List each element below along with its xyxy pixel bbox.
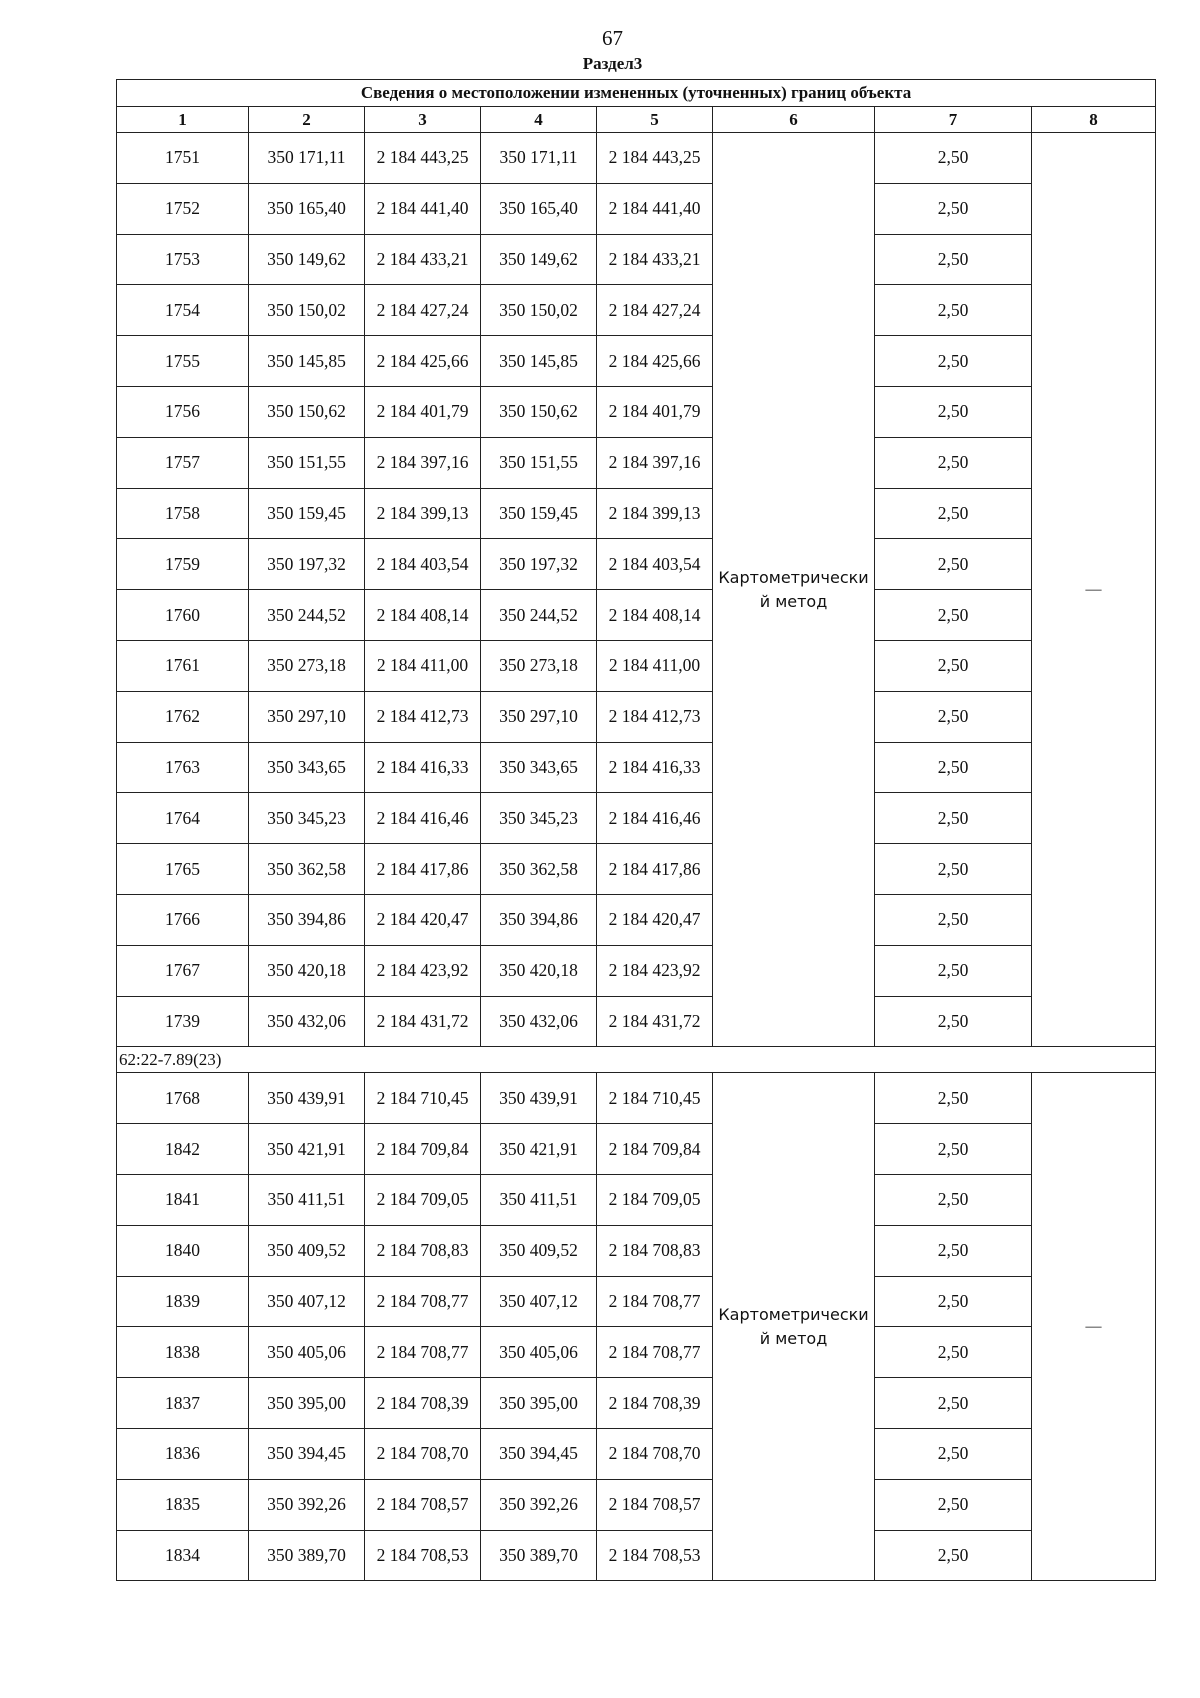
x-coordinate-new-cell: 350 343,65 (481, 742, 597, 793)
page-number: 67 (602, 26, 623, 50)
y-coordinate-new-cell: 2 184 403,54 (597, 539, 713, 590)
x-coordinate-new-cell: 350 273,18 (481, 640, 597, 691)
method-cell (713, 133, 875, 1047)
x-coordinate-new-cell: 350 345,23 (481, 793, 597, 844)
x-coordinate-cell: 350 362,58 (249, 844, 365, 895)
table-row (117, 691, 1156, 742)
y-coordinate-new-cell: 2 184 708,77 (597, 1327, 713, 1378)
precision-cell: 2,50 (875, 539, 1032, 590)
y-coordinate-new-cell: 2 184 708,70 (597, 1428, 713, 1479)
table-row (117, 133, 1156, 184)
x-coordinate-new-cell: 350 389,70 (481, 1530, 597, 1581)
point-number-cell: 1836 (117, 1428, 249, 1479)
x-coordinate-cell: 350 165,40 (249, 183, 365, 234)
precision-cell: 2,50 (875, 1378, 1032, 1429)
point-number-cell: 1761 (117, 640, 249, 691)
table-row (117, 386, 1156, 437)
y-coordinate-cell: 2 184 411,00 (365, 640, 481, 691)
point-number-cell: 1841 (117, 1174, 249, 1225)
x-coordinate-cell: 350 432,06 (249, 996, 365, 1047)
table-row (117, 1530, 1156, 1581)
x-coordinate-new-cell: 350 409,52 (481, 1225, 597, 1276)
table-row (117, 945, 1156, 996)
column-number: 3 (365, 107, 481, 133)
x-coordinate-new-cell: 350 392,26 (481, 1479, 597, 1530)
point-number-cell: 1835 (117, 1479, 249, 1530)
x-coordinate-cell: 350 343,65 (249, 742, 365, 793)
point-number-cell: 1754 (117, 285, 249, 336)
x-coordinate-new-cell: 350 362,58 (481, 844, 597, 895)
x-coordinate-new-cell: 350 150,62 (481, 386, 597, 437)
y-coordinate-cell: 2 184 416,46 (365, 793, 481, 844)
table-caption: Сведения о местоположении измененных (уточненных) границ объекта (117, 80, 1156, 107)
y-coordinate-new-cell: 2 184 412,73 (597, 691, 713, 742)
x-coordinate-cell: 350 197,32 (249, 539, 365, 590)
y-coordinate-new-cell: 2 184 401,79 (597, 386, 713, 437)
table-row (117, 590, 1156, 641)
y-coordinate-cell: 2 184 420,47 (365, 894, 481, 945)
precision-cell: 2,50 (875, 1530, 1032, 1581)
y-coordinate-cell: 2 184 708,83 (365, 1225, 481, 1276)
x-coordinate-new-cell: 350 244,52 (481, 590, 597, 641)
y-coordinate-cell: 2 184 708,57 (365, 1479, 481, 1530)
precision-cell: 2,50 (875, 793, 1032, 844)
y-coordinate-new-cell: 2 184 416,33 (597, 742, 713, 793)
point-number-cell: 1837 (117, 1378, 249, 1429)
x-coordinate-cell: 350 150,62 (249, 386, 365, 437)
column-number: 8 (1032, 107, 1156, 133)
precision-cell: 2,50 (875, 996, 1032, 1047)
x-coordinate-new-cell: 350 151,55 (481, 437, 597, 488)
y-coordinate-new-cell: 2 184 709,05 (597, 1174, 713, 1225)
point-number-cell: 1756 (117, 386, 249, 437)
x-coordinate-cell: 350 159,45 (249, 488, 365, 539)
point-number-cell: 1839 (117, 1276, 249, 1327)
x-coordinate-new-cell: 350 411,51 (481, 1174, 597, 1225)
x-coordinate-cell: 350 297,10 (249, 691, 365, 742)
column-number: 2 (249, 107, 365, 133)
table-row (117, 1327, 1156, 1378)
method-line: Картометрически (718, 567, 869, 587)
precision-cell: 2,50 (875, 691, 1032, 742)
x-coordinate-new-cell: 350 407,12 (481, 1276, 597, 1327)
boundary-coordinates-table (116, 79, 1156, 1581)
y-coordinate-new-cell: 2 184 420,47 (597, 894, 713, 945)
x-coordinate-new-cell: 350 421,91 (481, 1124, 597, 1175)
x-coordinate-new-cell: 350 145,85 (481, 336, 597, 387)
point-number-cell: 1757 (117, 437, 249, 488)
table-row (117, 1479, 1156, 1530)
x-coordinate-cell: 350 411,51 (249, 1174, 365, 1225)
point-number-cell: 1752 (117, 183, 249, 234)
x-coordinate-new-cell: 350 297,10 (481, 691, 597, 742)
table-row (117, 1225, 1156, 1276)
y-coordinate-cell: 2 184 709,84 (365, 1124, 481, 1175)
method-line: Картометрически (718, 1304, 869, 1324)
x-coordinate-cell: 350 273,18 (249, 640, 365, 691)
precision-cell: 2,50 (875, 437, 1032, 488)
point-number-cell: 1753 (117, 234, 249, 285)
x-coordinate-new-cell: 350 171,11 (481, 133, 597, 184)
y-coordinate-new-cell: 2 184 443,25 (597, 133, 713, 184)
x-coordinate-new-cell: 350 432,06 (481, 996, 597, 1047)
x-coordinate-new-cell: 350 394,45 (481, 1428, 597, 1479)
y-coordinate-new-cell: 2 184 411,00 (597, 640, 713, 691)
precision-cell: 2,50 (875, 945, 1032, 996)
x-coordinate-cell: 350 394,86 (249, 894, 365, 945)
y-coordinate-cell: 2 184 443,25 (365, 133, 481, 184)
y-coordinate-new-cell: 2 184 431,72 (597, 996, 713, 1047)
table-row (117, 1073, 1156, 1124)
y-coordinate-cell: 2 184 708,53 (365, 1530, 481, 1581)
precision-cell: 2,50 (875, 183, 1032, 234)
y-coordinate-cell: 2 184 416,33 (365, 742, 481, 793)
y-coordinate-cell: 2 184 433,21 (365, 234, 481, 285)
table-row (117, 488, 1156, 539)
column-number: 5 (597, 107, 713, 133)
x-coordinate-new-cell: 350 150,02 (481, 285, 597, 336)
y-coordinate-cell: 2 184 708,39 (365, 1378, 481, 1429)
section-title: Раздел3 (582, 54, 643, 73)
table-row (117, 336, 1156, 387)
x-coordinate-new-cell: 350 165,40 (481, 183, 597, 234)
x-coordinate-new-cell: 350 405,06 (481, 1327, 597, 1378)
y-coordinate-cell: 2 184 417,86 (365, 844, 481, 895)
x-coordinate-cell: 350 405,06 (249, 1327, 365, 1378)
x-coordinate-new-cell: 350 394,86 (481, 894, 597, 945)
x-coordinate-cell: 350 150,02 (249, 285, 365, 336)
x-coordinate-new-cell: 350 420,18 (481, 945, 597, 996)
precision-cell: 2,50 (875, 285, 1032, 336)
y-coordinate-new-cell: 2 184 423,92 (597, 945, 713, 996)
precision-cell: 2,50 (875, 386, 1032, 437)
y-coordinate-cell: 2 184 403,54 (365, 539, 481, 590)
point-number-cell: 1766 (117, 894, 249, 945)
table-row (117, 894, 1156, 945)
table-row (117, 844, 1156, 895)
point-number-cell: 1739 (117, 996, 249, 1047)
x-coordinate-cell: 350 389,70 (249, 1530, 365, 1581)
precision-cell: 2,50 (875, 1073, 1032, 1124)
precision-cell: 2,50 (875, 742, 1032, 793)
x-coordinate-cell: 350 394,45 (249, 1428, 365, 1479)
x-coordinate-cell: 350 420,18 (249, 945, 365, 996)
group-label: 62:22-7.89(23) (117, 1047, 1156, 1073)
y-coordinate-cell: 2 184 431,72 (365, 996, 481, 1047)
table-row (117, 539, 1156, 590)
y-coordinate-new-cell: 2 184 708,77 (597, 1276, 713, 1327)
y-coordinate-cell: 2 184 397,16 (365, 437, 481, 488)
precision-cell: 2,50 (875, 1327, 1032, 1378)
method-line: й метод (759, 591, 828, 611)
table-row (117, 437, 1156, 488)
table-row (117, 742, 1156, 793)
y-coordinate-cell: 2 184 412,73 (365, 691, 481, 742)
table-row (117, 1276, 1156, 1327)
table-row (117, 285, 1156, 336)
point-number-cell: 1758 (117, 488, 249, 539)
table-row (117, 1378, 1156, 1429)
point-number-cell: 1762 (117, 691, 249, 742)
method-line: й метод (759, 1328, 828, 1348)
column-8-cell: — (1032, 133, 1156, 1047)
precision-cell: 2,50 (875, 1276, 1032, 1327)
y-coordinate-new-cell: 2 184 433,21 (597, 234, 713, 285)
y-coordinate-new-cell: 2 184 441,40 (597, 183, 713, 234)
y-coordinate-cell: 2 184 427,24 (365, 285, 481, 336)
y-coordinate-new-cell: 2 184 708,57 (597, 1479, 713, 1530)
precision-cell: 2,50 (875, 844, 1032, 895)
precision-cell: 2,50 (875, 1428, 1032, 1479)
x-coordinate-cell: 350 439,91 (249, 1073, 365, 1124)
y-coordinate-cell: 2 184 708,77 (365, 1327, 481, 1378)
precision-cell: 2,50 (875, 336, 1032, 387)
precision-cell: 2,50 (875, 234, 1032, 285)
table-row (117, 1124, 1156, 1175)
precision-cell: 2,50 (875, 1174, 1032, 1225)
y-coordinate-new-cell: 2 184 709,84 (597, 1124, 713, 1175)
y-coordinate-cell: 2 184 425,66 (365, 336, 481, 387)
table-row (117, 640, 1156, 691)
point-number-cell: 1767 (117, 945, 249, 996)
x-coordinate-cell: 350 407,12 (249, 1276, 365, 1327)
precision-cell: 2,50 (875, 1479, 1032, 1530)
y-coordinate-cell: 2 184 708,77 (365, 1276, 481, 1327)
x-coordinate-new-cell: 350 395,00 (481, 1378, 597, 1429)
precision-cell: 2,50 (875, 1225, 1032, 1276)
x-coordinate-cell: 350 244,52 (249, 590, 365, 641)
table-body (117, 133, 1156, 1581)
column-number: 7 (875, 107, 1032, 133)
table-row (117, 793, 1156, 844)
x-coordinate-cell: 350 395,00 (249, 1378, 365, 1429)
y-coordinate-new-cell: 2 184 427,24 (597, 285, 713, 336)
y-coordinate-cell: 2 184 399,13 (365, 488, 481, 539)
y-coordinate-new-cell: 2 184 710,45 (597, 1073, 713, 1124)
x-coordinate-cell: 350 409,52 (249, 1225, 365, 1276)
y-coordinate-new-cell: 2 184 417,86 (597, 844, 713, 895)
y-coordinate-new-cell: 2 184 416,46 (597, 793, 713, 844)
x-coordinate-cell: 350 421,91 (249, 1124, 365, 1175)
precision-cell: 2,50 (875, 133, 1032, 184)
y-coordinate-cell: 2 184 709,05 (365, 1174, 481, 1225)
table-row (117, 996, 1156, 1047)
precision-cell: 2,50 (875, 894, 1032, 945)
point-number-cell: 1760 (117, 590, 249, 641)
column-8-cell: — (1032, 1073, 1156, 1581)
method-cell (713, 1073, 875, 1581)
y-coordinate-new-cell: 2 184 708,83 (597, 1225, 713, 1276)
column-number: 6 (713, 107, 875, 133)
table-row (117, 1428, 1156, 1479)
point-number-cell: 1838 (117, 1327, 249, 1378)
y-coordinate-cell: 2 184 408,14 (365, 590, 481, 641)
y-coordinate-cell: 2 184 401,79 (365, 386, 481, 437)
precision-cell: 2,50 (875, 1124, 1032, 1175)
y-coordinate-new-cell: 2 184 399,13 (597, 488, 713, 539)
point-number-cell: 1755 (117, 336, 249, 387)
point-number-cell: 1834 (117, 1530, 249, 1581)
x-coordinate-new-cell: 350 159,45 (481, 488, 597, 539)
table-row (117, 183, 1156, 234)
x-coordinate-cell: 350 145,85 (249, 336, 365, 387)
x-coordinate-cell: 350 149,62 (249, 234, 365, 285)
y-coordinate-cell: 2 184 710,45 (365, 1073, 481, 1124)
y-coordinate-new-cell: 2 184 708,39 (597, 1378, 713, 1429)
point-number-cell: 1751 (117, 133, 249, 184)
x-coordinate-cell: 350 171,11 (249, 133, 365, 184)
point-number-cell: 1842 (117, 1124, 249, 1175)
point-number-cell: 1759 (117, 539, 249, 590)
y-coordinate-new-cell: 2 184 708,53 (597, 1530, 713, 1581)
x-coordinate-cell: 350 392,26 (249, 1479, 365, 1530)
point-number-cell: 1764 (117, 793, 249, 844)
y-coordinate-new-cell: 2 184 397,16 (597, 437, 713, 488)
table-row (117, 234, 1156, 285)
column-number: 1 (117, 107, 249, 133)
y-coordinate-cell: 2 184 708,70 (365, 1428, 481, 1479)
point-number-cell: 1763 (117, 742, 249, 793)
x-coordinate-new-cell: 350 149,62 (481, 234, 597, 285)
point-number-cell: 1840 (117, 1225, 249, 1276)
x-coordinate-new-cell: 350 197,32 (481, 539, 597, 590)
precision-cell: 2,50 (875, 590, 1032, 641)
x-coordinate-cell: 350 151,55 (249, 437, 365, 488)
point-number-cell: 1768 (117, 1073, 249, 1124)
y-coordinate-cell: 2 184 441,40 (365, 183, 481, 234)
group-label-row (117, 1047, 1156, 1073)
table-row (117, 1174, 1156, 1225)
y-coordinate-new-cell: 2 184 425,66 (597, 336, 713, 387)
x-coordinate-cell: 350 345,23 (249, 793, 365, 844)
column-number: 4 (481, 107, 597, 133)
point-number-cell: 1765 (117, 844, 249, 895)
y-coordinate-new-cell: 2 184 408,14 (597, 590, 713, 641)
precision-cell: 2,50 (875, 488, 1032, 539)
precision-cell: 2,50 (875, 640, 1032, 691)
y-coordinate-cell: 2 184 423,92 (365, 945, 481, 996)
x-coordinate-new-cell: 350 439,91 (481, 1073, 597, 1124)
